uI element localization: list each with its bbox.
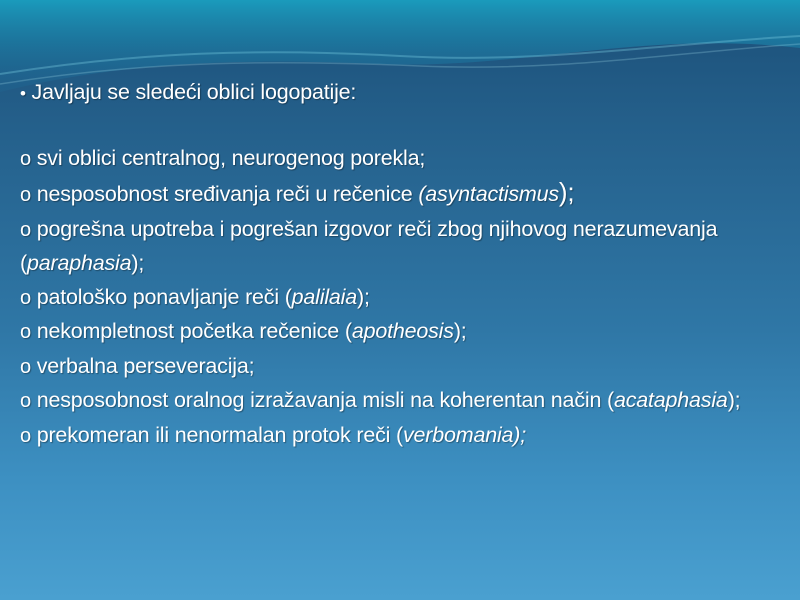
item-text: prekomeran ili nenormalan protok reči ( — [36, 422, 403, 447]
item-text: nesposobnost oralnog izražavanja misli na koherentan način ( — [36, 388, 614, 412]
item-term: (asyntactismus — [418, 182, 559, 206]
item-term: apotheosis — [351, 319, 454, 343]
item-suffix: ); — [558, 177, 575, 207]
item-suffix: ); — [727, 388, 741, 412]
item-suffix: ); — [357, 284, 370, 309]
slide-body — [20, 76, 780, 453]
item-text: nekompletnost početka rečenice ( — [36, 319, 352, 343]
list-item — [20, 142, 780, 177]
item-term: verbomania); — [402, 422, 527, 447]
item-text: pogrešna upotreba i pogrešan izgovor reči zbog njihovog nerazumevanja ( — [20, 216, 718, 275]
list-item — [20, 419, 780, 454]
item-suffix: ); — [453, 319, 467, 343]
list-item — [20, 176, 780, 213]
heading-text: Javljaju se sledeći oblici logopatije: — [31, 80, 357, 104]
item-text: nesposobnost sređivanja reči u rečenice — [36, 182, 419, 206]
item-term: acataphasia — [613, 388, 728, 412]
sub-bullet-icon: o — [20, 390, 31, 412]
heading-line — [20, 76, 780, 111]
item-text: patološko ponavljanje reči ( — [36, 284, 292, 309]
item-text: svi oblici centralnog, neurogenog porekla; — [36, 145, 426, 170]
list-item — [20, 350, 780, 385]
sub-bullet-icon: o — [20, 184, 31, 206]
sub-bullet-icon: o — [20, 286, 31, 309]
bullet-dot-icon: • — [20, 84, 26, 103]
sub-bullet-icon: o — [20, 218, 31, 241]
item-term: palilaia — [291, 284, 358, 309]
list-item — [20, 213, 780, 281]
sub-bullet-icon: o — [20, 147, 31, 170]
spacer — [20, 111, 780, 142]
item-suffix: ); — [131, 251, 145, 275]
list-item — [20, 384, 780, 419]
sub-bullet-icon: o — [20, 355, 31, 378]
sub-bullet-icon: o — [20, 321, 31, 343]
list-item — [20, 281, 780, 316]
item-text: verbalna perseveracija; — [36, 353, 255, 378]
item-term: paraphasia — [26, 251, 132, 275]
list-item — [20, 315, 780, 350]
sub-bullet-icon: o — [20, 424, 31, 447]
